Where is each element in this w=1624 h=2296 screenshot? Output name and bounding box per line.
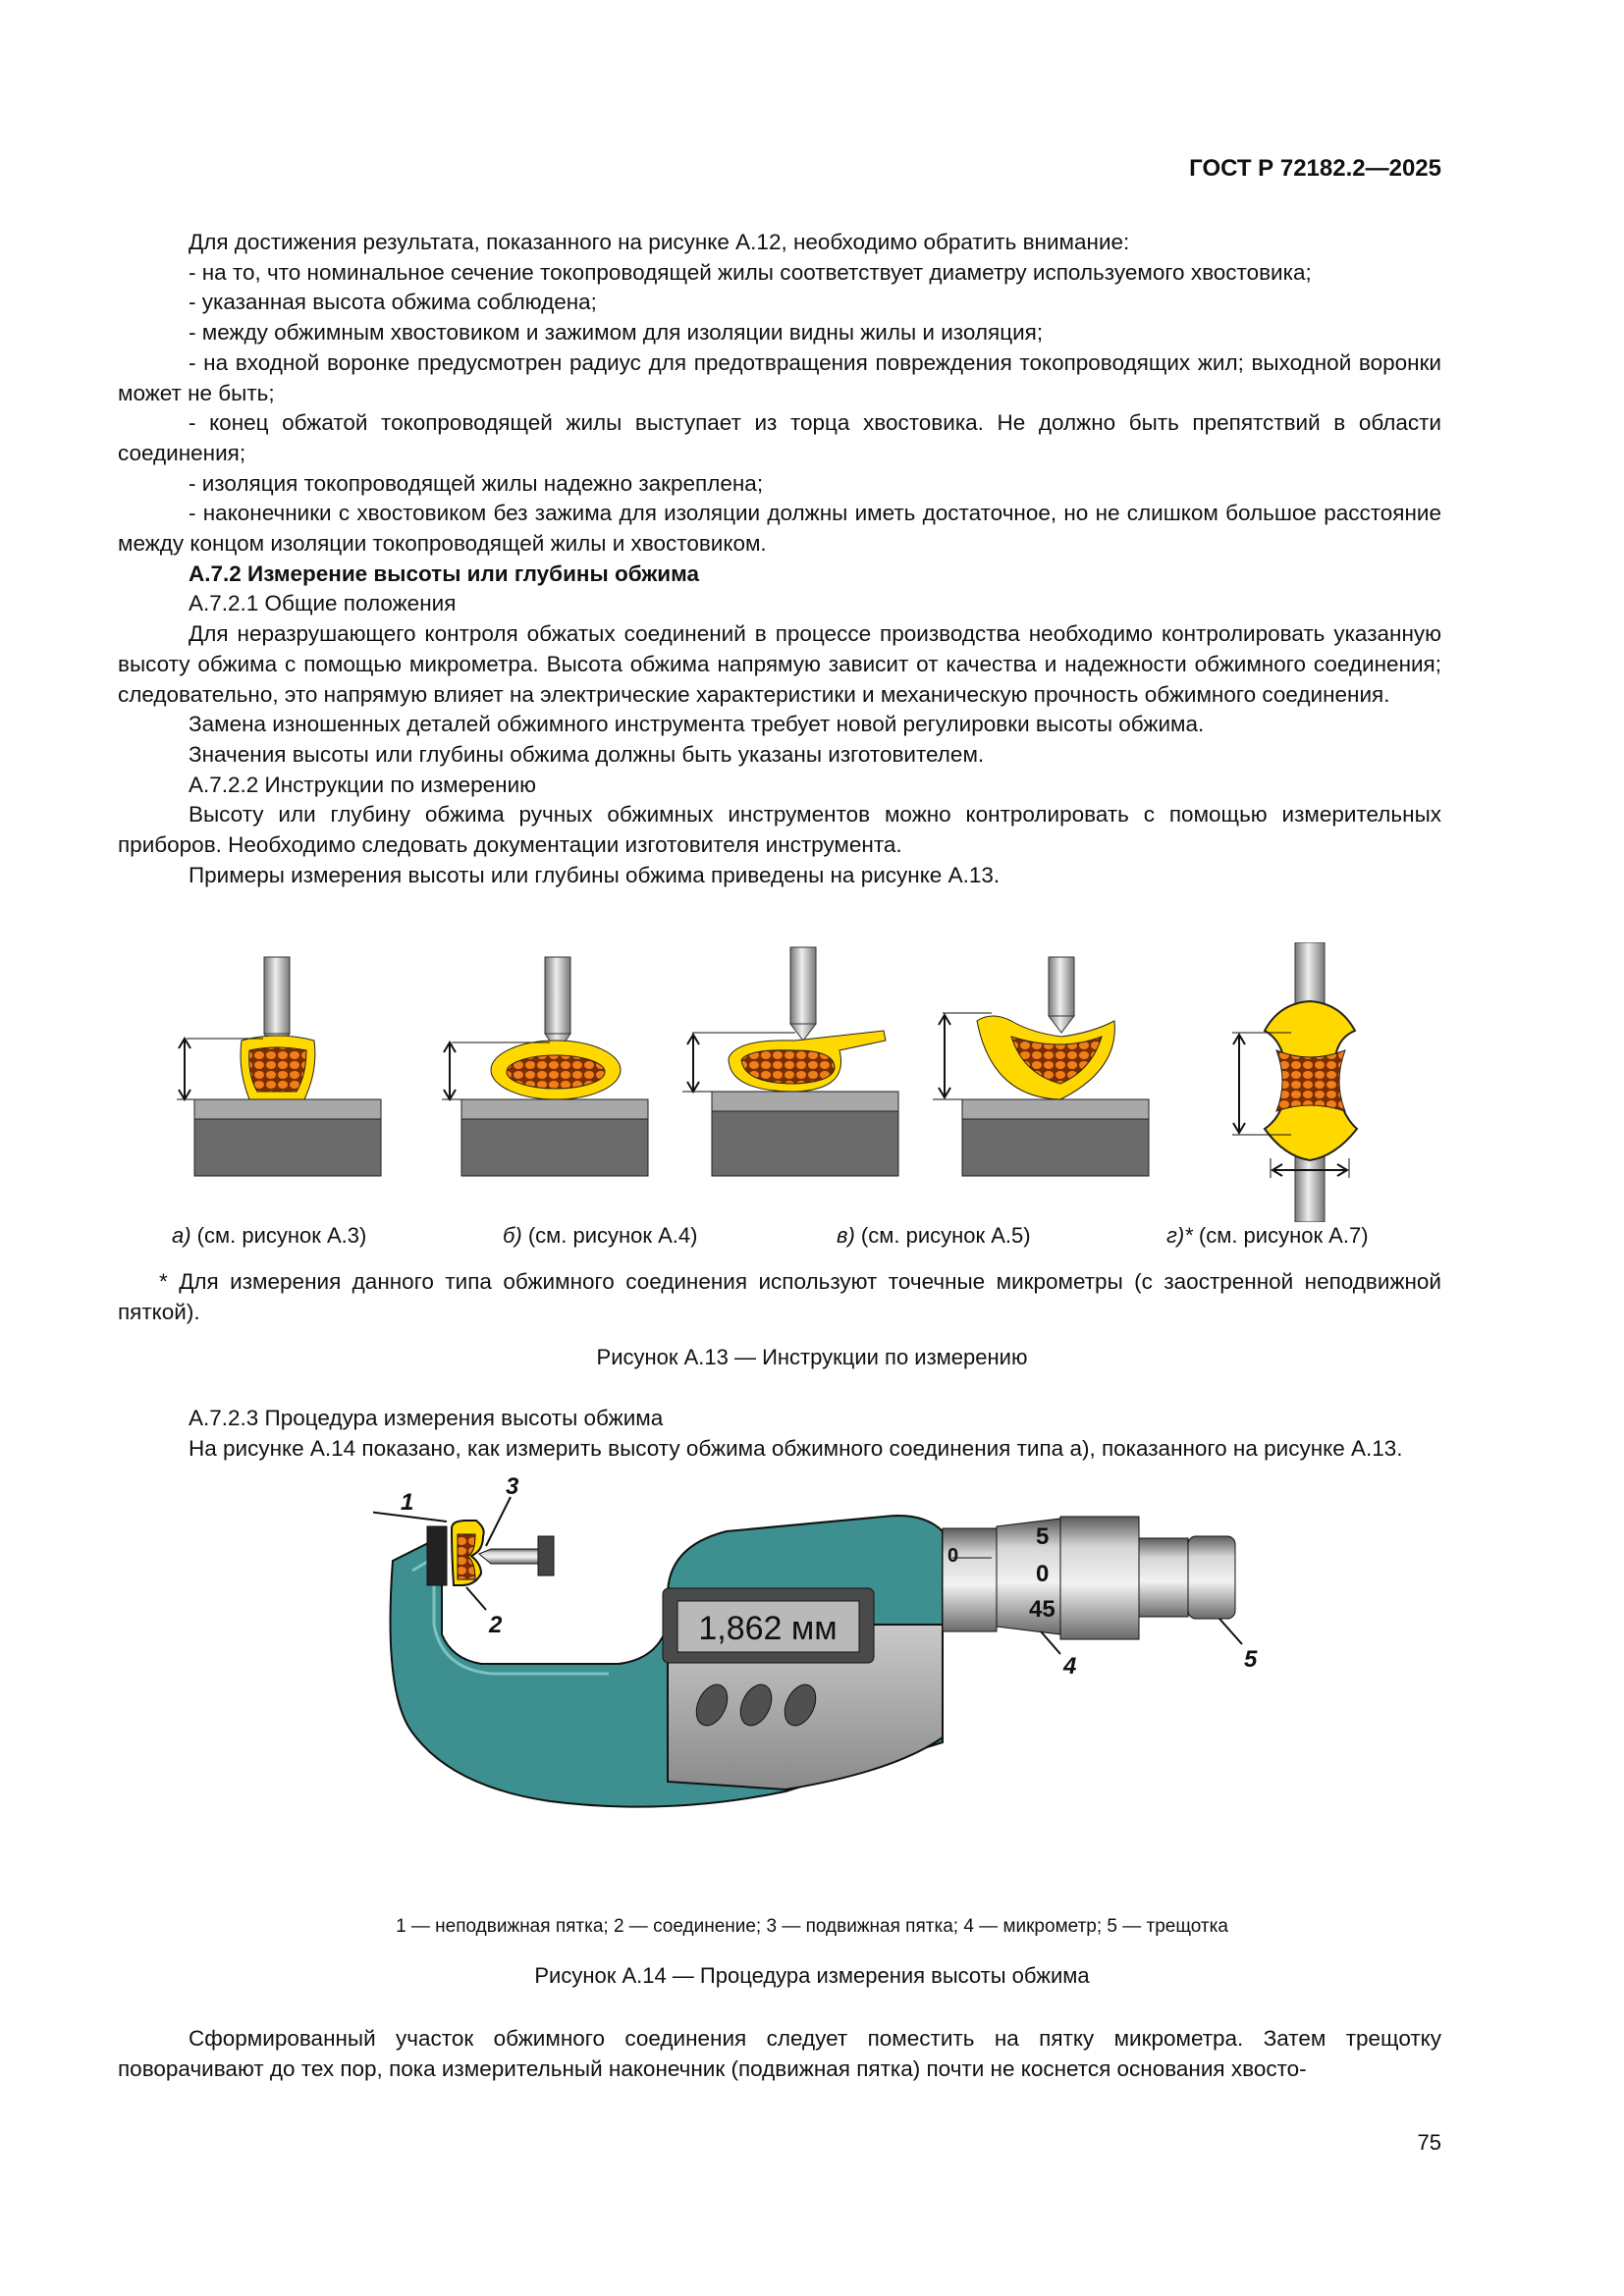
list-item: - изоляция токопроводящей жилы надежно закреплена; [189,470,764,496]
callout-4: 4 [1063,1653,1077,1680]
list-item: - на входной воронке предусмотрен радиус для предотвращения повреждения токопроводящих жил; выходной воронки может не быть; [118,349,1441,405]
fig13-label-a: а) (см. рисунок А.3) [172,1223,367,1248]
para: Значения высоты или глубины обжима должны быть указаны изготовителем. [189,741,985,767]
fig13-footnote: * Для измерения данного типа обжимного соединения используют точечные микрометры (с заостренной неподвижной пяткой). [118,1269,1441,1324]
crimp-example-a [177,957,381,1176]
thimble-scale-5: 5 [1036,1523,1050,1550]
thimble-scale-0: 0 [1036,1561,1050,1587]
subsection-heading: А.7.2.1 Общие положения [189,591,457,616]
fig14-caption: Рисунок А.14 — Процедура измерения высоты обжима [534,1963,1090,1988]
subsection-heading: А.7.2.3 Процедура измерения высоты обжима [189,1406,664,1430]
callout-1: 1 [401,1489,414,1516]
callout-3: 3 [506,1477,519,1500]
document-code: ГОСТ Р 72182.2—2025 [1189,155,1441,182]
section-a723 [118,1404,1441,1464]
para: Высоту или глубину обжима ручных обжимных инструментов можно контролировать с помощью измерительных приборов. Необходимо следовать документации изготовителя инструмента. [118,802,1441,858]
fig13-label-d: г)* (см. рисунок А.7) [1166,1223,1369,1248]
para: На рисунке А.14 показано, как измерить высоту обжима обжимного соединения типа а), показанного на рисунке А.13. [189,1435,1403,1461]
section-heading: А.7.2 Измерение высоты или глубины обжима [189,561,699,586]
list-item: - наконечники с хвостовиком без зажима для изоляции должны иметь достаточное, но не слишком большое расстояние между концом изоляции токопроводящей жилы и хвостовиком. [118,501,1441,557]
fig13-label-c: в) (см. рисунок А.5) [837,1223,1031,1248]
fig13-caption: Рисунок А.13 — Инструкции по измерению [596,1345,1028,1369]
list-item: - конец обжатой токопроводящей жилы выступает из торца хвостовика. Не должно быть препятствий в области соединения; [118,410,1441,465]
fig13-label-b: б) (см. рисунок А.4) [503,1223,698,1248]
para: Примеры измерения высоты или глубины обжима приведены на рисунке А.13. [189,862,1001,887]
figure-a14 [373,1477,1316,1870]
callout-5: 5 [1244,1646,1258,1673]
para: Для достижения результата, показанного на рисунке А.12, необходимо обратить внимание: [189,230,1130,254]
list-item: - указанная высота обжима соблюдена; [189,290,597,315]
crimp-example-point-micrometer [1232,942,1357,1222]
list-item: - на то, что номинальное сечение токопроводящей жилы соответствует диаметру используемого хвостовика; [189,259,1312,285]
callout-2: 2 [489,1612,503,1638]
fig14-legend: 1 — неподвижная пятка; 2 — соединение; 3 — подвижная пятка; 4 — микрометр; 5 — трещотка [396,1916,1228,1937]
subsection-heading: А.7.2.2 Инструкции по измерению [189,772,537,797]
para: Для неразрушающего контроля обжатых соединений в процессе производства необходимо контролировать указанную высоту обжима с помощью микрометра. Высота обжима напрямую зависит от качества и надежности обжимного соединения; следовательно, это напрямую влияет на электрические характеристики и механическую прочность обжимного соединения. [118,621,1441,707]
crimp-example-d [933,957,1149,1176]
figure-a13 [147,942,1463,1222]
crimp-example-b [442,957,648,1176]
thimble-scale-45: 45 [1029,1596,1056,1623]
micrometer-display: 1,862 мм [698,1610,838,1647]
crimp-example-c [682,947,898,1176]
intro-text [118,228,1441,890]
list-item: - между обжимным хвостовиком и зажимом для изоляции видны жилы и изоляция; [189,320,1044,346]
bottom-text: Сформированный участок обжимного соединения следует поместить на пятку микрометра. Затем трещотку поворачивают до тех пор, пока измерительный наконечник (подвижная пятка) почти не коснется основания хвосто- [118,2026,1441,2081]
page-number: 75 [1417,2130,1441,2155]
para: Замена изношенных деталей обжимного инструмента требует новой регулировки высоты обжима. [189,712,1205,737]
sleeve-scale-zero: 0 [947,1545,959,1567]
